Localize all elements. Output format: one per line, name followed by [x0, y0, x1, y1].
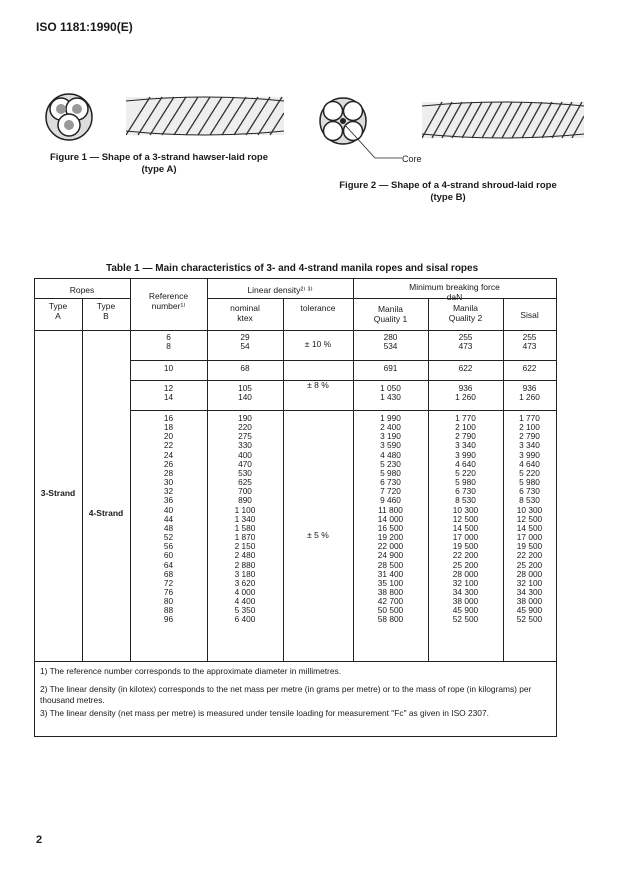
header-manila-q2: Manila Quality 2 — [448, 303, 483, 323]
group-4-nominal-values: 190 220 275 330 400 470 530 625 700 890 1 100 1 340 1 580 1 870 2 150 2 480 2 880 3 180 3 620 4 000 4 400 5 350 6 400 — [234, 413, 256, 625]
type-b-value: 4-Strand — [88, 508, 124, 518]
group-1-sisal-values: 255 473 — [522, 332, 537, 352]
group-3-manila-q2-values: 936 1 260 — [455, 383, 476, 403]
page-number: 2 — [36, 834, 43, 846]
group-2-nominal-values: 68 — [240, 363, 250, 373]
group-4-manila-q1-values: 1 990 2 400 3 190 3 590 4 480 5 230 5 980 6 730 7 720 9 460 11 800 14 000 16 500 19 200 22 000 24 900 28 500 31 400 35 100 38 800 42 700 50 500 58 800 — [377, 413, 404, 625]
group-2-manila-q2-values: 622 — [458, 363, 473, 373]
group-2-reference-values: 10 — [163, 363, 174, 373]
group-4-sisal-values: 1 770 2 100 2 790 3 340 3 990 4 640 5 220 5 980 6 730 8 530 10 300 12 500 14 500 17 000 19 500 22 200 25 200 28 000 32 100 34 300 38 000 45 900 52 500 — [516, 413, 543, 625]
group-1-manila-q1-values: 280 534 — [383, 332, 398, 352]
footnote-3: 3) The linear density (net mass per metre) is measured under tensile loading for measurement "Fc" as given in ISO 2307. — [40, 708, 489, 718]
figure2-caption: Figure 2 — Shape of a 4-strand shroud-laid rope (type B) — [339, 180, 557, 203]
group-1-reference-values: 6 8 — [166, 332, 171, 352]
header-linear-density: Linear density²⁾ ³⁾ — [247, 285, 313, 295]
figure2-rope-side-view — [422, 98, 584, 142]
group-1-manila-q2-values: 255 473 — [458, 332, 473, 352]
group-2-sisal-values: 622 — [522, 363, 537, 373]
tolerance-group-4: ± 5 % — [307, 530, 329, 540]
header-reference-number: Reference number¹⁾ — [148, 291, 189, 311]
header-sisal: Sisal — [520, 310, 539, 320]
header-min-breaking-force: Minimum breaking force daN — [409, 282, 500, 302]
group-3-manila-q1-values: 1 050 1 430 — [380, 383, 401, 403]
table-title: Table 1 — Main characteristics of 3- and 4-strand manila ropes and sisal ropes — [106, 263, 479, 274]
header-ropes: Ropes — [69, 285, 95, 295]
figure1-rope-side-view — [126, 93, 284, 139]
group-2-manila-q1-values: 691 — [383, 363, 398, 373]
core-label: Core — [402, 154, 422, 164]
footnote-2: 2) The linear density (in kilotex) corresponds to the net mass per metre (in grams per metre) or to the mass of rope (in kilograms) per thousand metres. — [40, 684, 532, 705]
group-4-reference-values: 16 18 20 22 24 26 28 30 32 36 40 44 48 52 56 60 64 68 72 76 80 88 96 — [163, 413, 174, 625]
header-nominal: nominal ktex — [230, 303, 260, 323]
tolerance-group-3: ± 8 % — [307, 380, 329, 390]
header-manila-q1: Manila Quality 1 — [373, 304, 408, 324]
type-a-value: 3-Strand — [40, 488, 76, 498]
group-1-nominal-values: 29 54 — [240, 332, 250, 352]
group-3-reference-values: 12 14 — [163, 383, 174, 403]
figure1-cross-section — [44, 92, 94, 142]
group-3-sisal-values: 936 1 260 — [519, 383, 540, 403]
core-leader-line — [340, 120, 410, 165]
tolerance-group-1: ± 10 % — [304, 339, 332, 349]
header-type-a: Type A — [48, 301, 68, 321]
header-type-b: Type B — [96, 301, 116, 321]
figure1-caption: Figure 1 — Shape of a 3-strand hawser-laid rope (type A) — [49, 152, 269, 175]
footnote-1: 1) The reference number corresponds to the approximate diameter in millimetres. — [40, 666, 342, 676]
group-4-manila-q2-values: 1 770 2 100 2 790 3 340 3 990 4 640 5 220 5 980 6 730 8 530 10 300 12 500 14 500 17 000 19 500 22 200 25 200 28 000 32 100 34 300 38 000 45 900 52 500 — [452, 413, 479, 625]
group-3-nominal-values: 105 140 — [238, 383, 252, 403]
document-header: ISO 1181:1990(E) — [36, 20, 133, 34]
header-tolerance: tolerance — [300, 303, 336, 313]
